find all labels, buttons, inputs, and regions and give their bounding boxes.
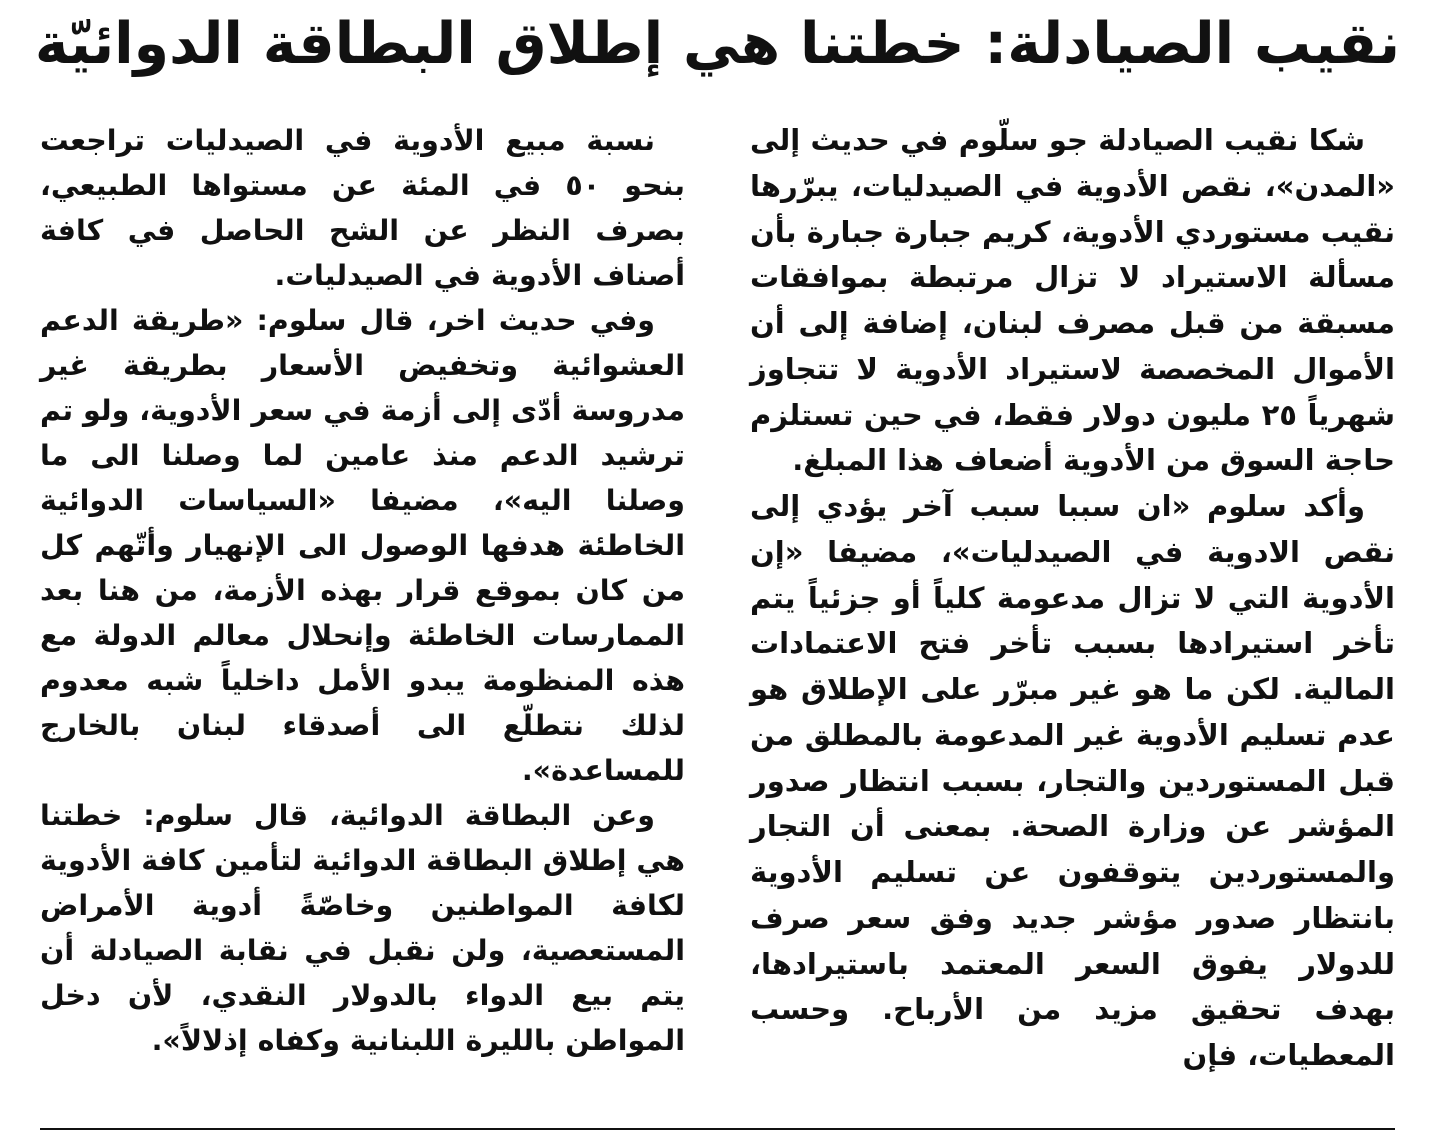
column-left-paragraph-3: وعن البطاقة الدوائية، قال سلوم: خطتنا هي إطلاق البطاقة الدوائية لتأمين كافة الأدوية لكافة المواطنين وخاصّةً أدوية الأمراض المستعصية، ولن نقبل في نقابة الصيادلة أن يتم بيع الدواء بالدولار النقدي، لأن دخل المواطن بالليرة اللبنانية وكفاه إذلالاً».	[40, 799, 685, 1057]
column-right-paragraph-1: شكا نقيب الصيادلة جو سلّوم في حديث إلى «المدن»، نقص الأدوية في الصيدليات، يبرّرها نقيب مستوردي الأدوية، كريم جبارة جبارة بأن مسألة الاستيراد لا تزال مرتبطة بموافقات مسبقة من قبل مصرف لبنان، إضافة إلى أن الأموال المخصصة لاستيراد الأدوية لا تتجاوز شهرياً ٢٥ مليون دولار فقط، في حين تستلزم حاجة السوق من الأدوية أضعاف هذا المبلغ.	[750, 123, 1396, 478]
column-right-paragraph-2: وأكد سلوم «ان سببا سبب آخر يؤدي إلى نقص الادوية في الصيدليات»، مضيفا «إن الأدوية التي لا تزال مدعومة كلياً أو جزئياً يتم تأخر استيرادها بسبب تأخر فتح الاعتمادات المالية. لكن ما هو غير مبرّر على الإطلاق هو عدم تسليم الأدوية غير المدعومة بالمطلق من قبل المستوردين والتجار، بسبب انتظار صدور المؤشر عن وزارة الصحة. بمعنى أن التجار والمستوردين يتوقفون عن تسليم الأدوية بانتظار صدور مؤشر جديد وفق سعر صرف للدولار يفوق السعر المعتمد باستيرادها، بهدف تحقيق مزيد من الأرباح. وحسب المعطيات، فإن	[750, 489, 1395, 1072]
article-column-right	[750, 118, 1395, 1079]
article-column-left	[40, 118, 685, 1063]
article-headline: نقيب الصيادلة: خطتنا هي إطلاق البطاقة الدوائيّة	[34, 11, 1401, 77]
bottom-divider	[40, 1128, 1395, 1130]
column-left-paragraph-2: وفي حديث اخر، قال سلوم: «طريقة الدعم العشوائية وتخفيض الأسعار بطريقة غير مدروسة أدّى إلى أزمة في سعر الأدوية، ولو تم ترشيد الدعم منذ عامين لما وصلنا الى ما وصلنا اليه»، مضيفا «السياسات الدوائية الخاطئة هدفها الوصول الى الإنهيار وأتّهم كل من كان بموقع قرار بهذه الأزمة، من هنا بعد الممارسات الخاطئة وإنحلال معالم الدولة مع هذه المنظومة يبدو الأمل داخلياً شبه معدوم لذلك نتطلّع الى أصدقاء لبنان بالخارج للمساعدة».	[40, 304, 685, 787]
column-left-paragraph-1: نسبة مبيع الأدوية في الصيدليات تراجعت بنحو ٥٠ في المئة عن مستواها الطبيعي، بصرف النظر عن الشح الحاصل في كافة أصناف الأدوية في الصيدليات.	[40, 124, 685, 292]
